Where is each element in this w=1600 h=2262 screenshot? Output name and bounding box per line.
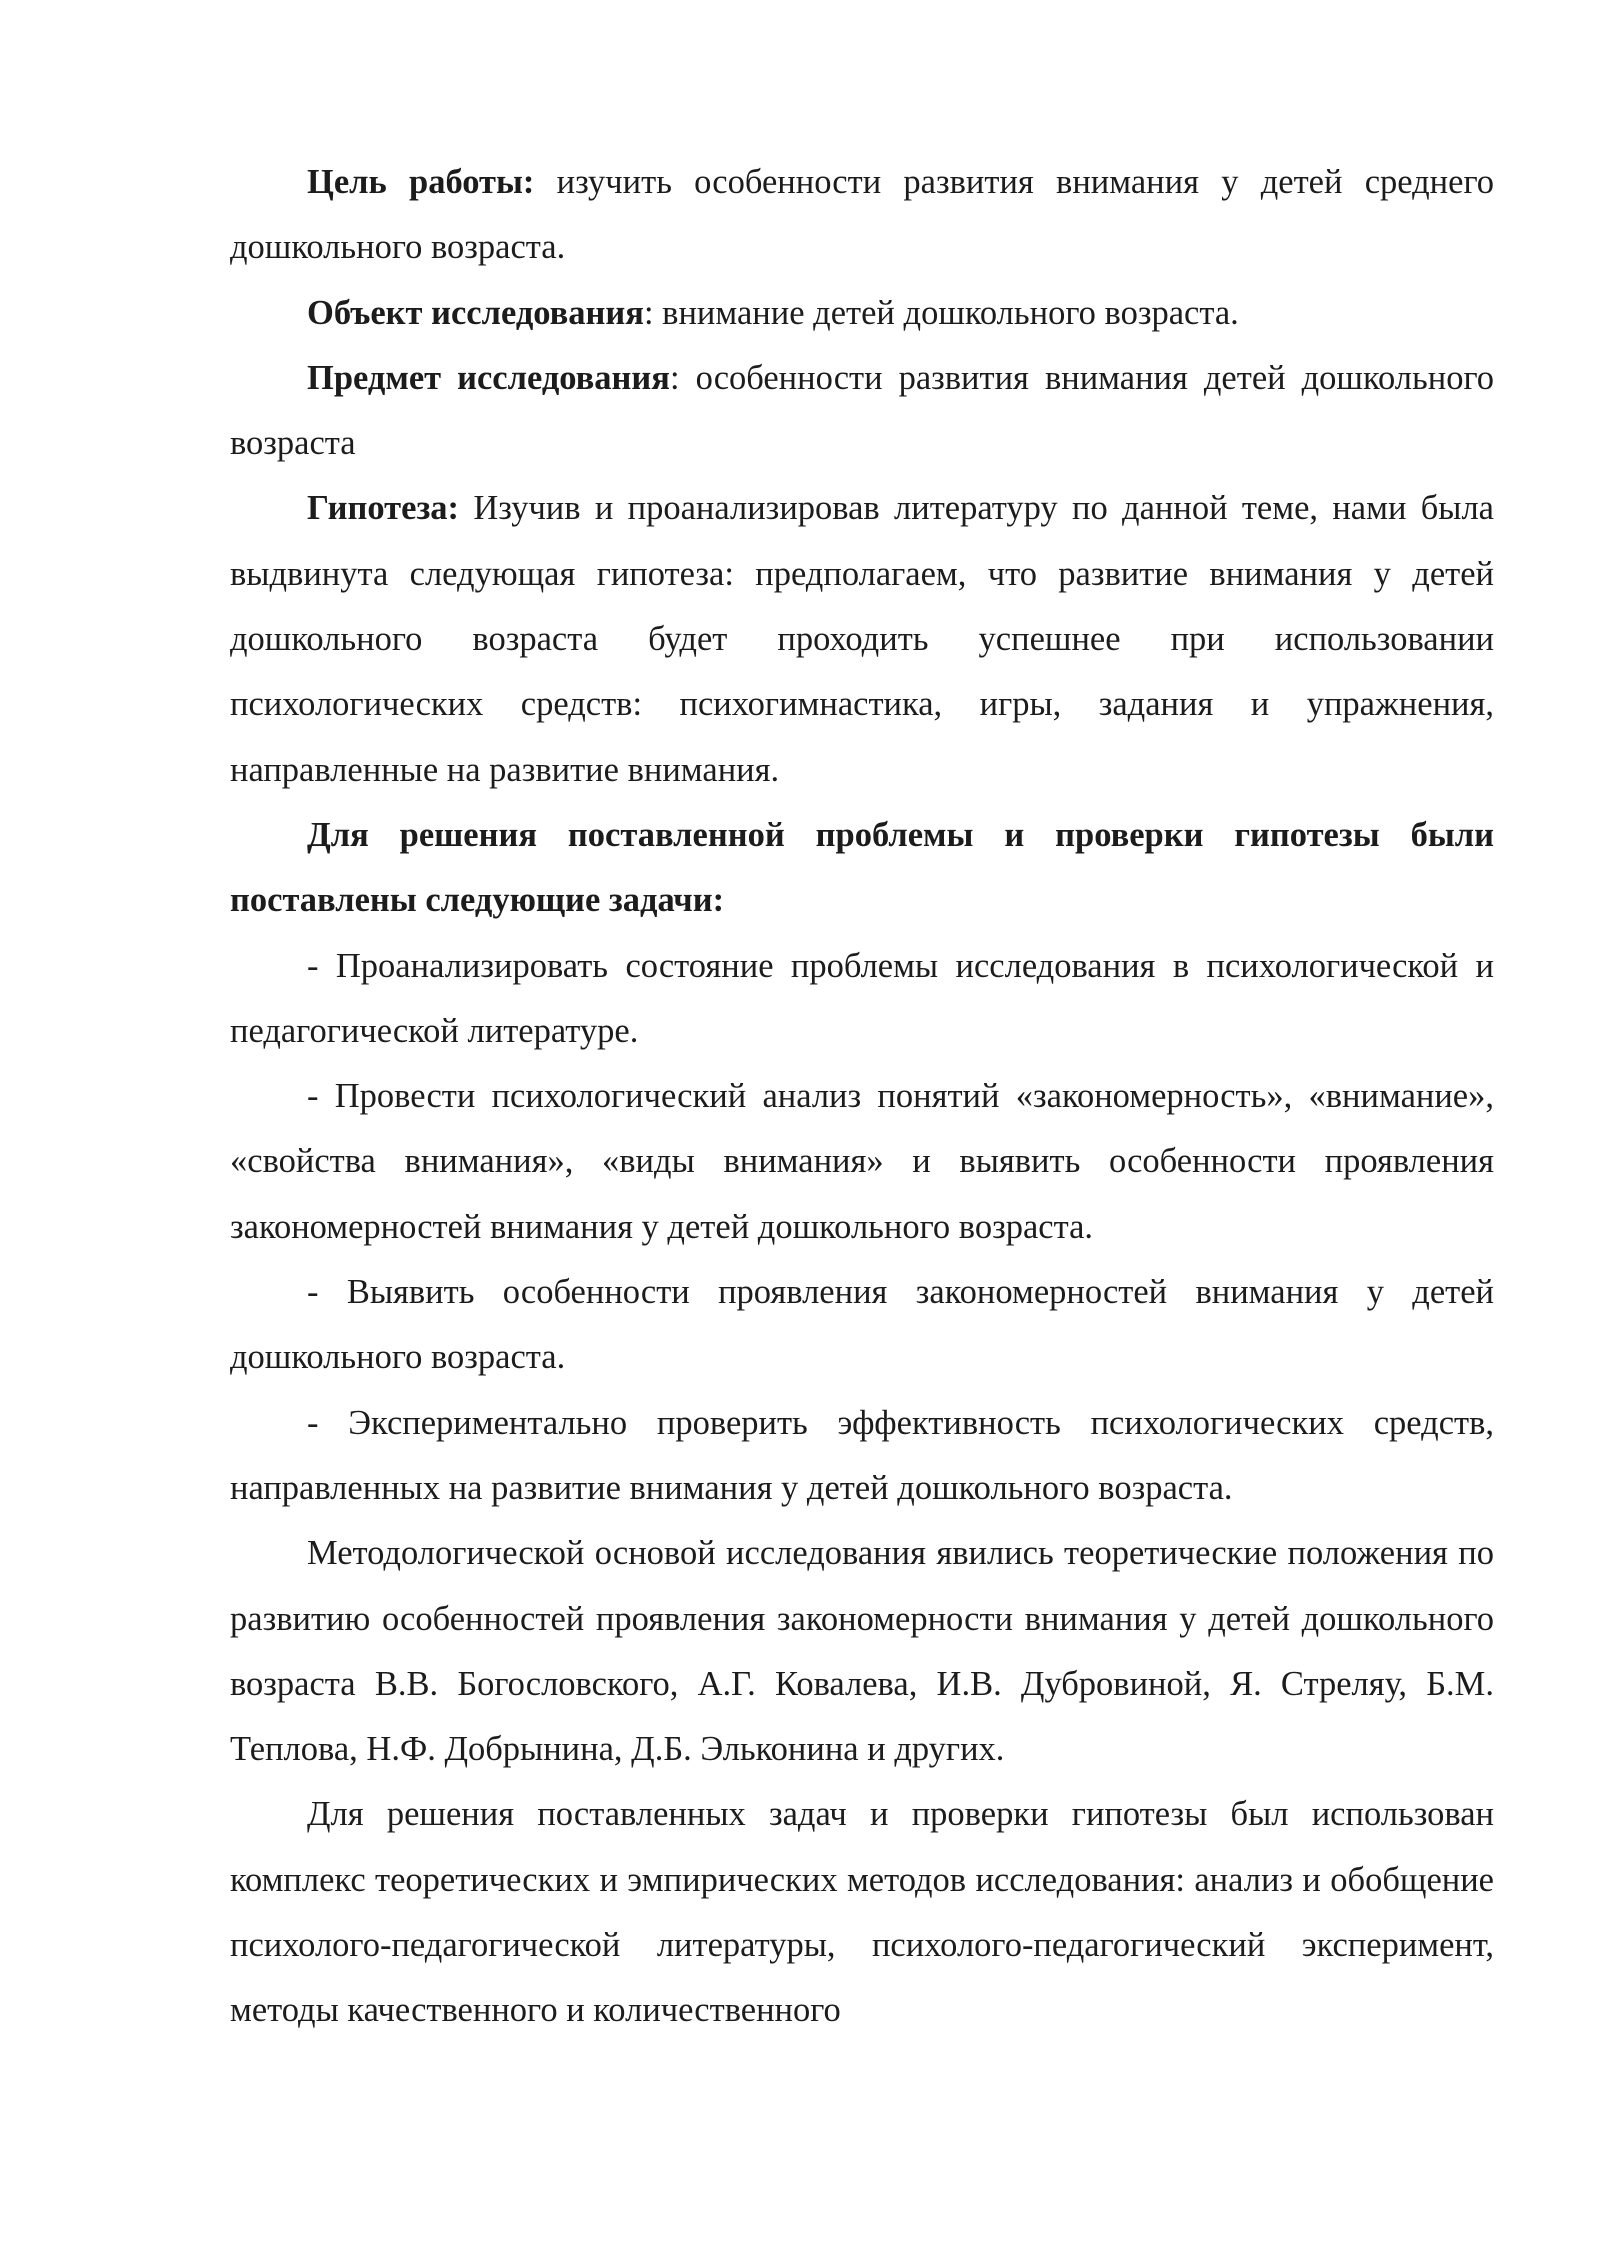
task-item-3: - Выявить особенности проявления закономерностей внимания у детей дошкольного возраста. [230, 1273, 1494, 1377]
hypothesis-paragraph [230, 476, 1494, 802]
object-label: Объект исследования [307, 293, 644, 332]
goal-text: изучить особенности развития внимания у детей среднего дошкольного возраста. [230, 163, 1494, 267]
methods-paragraph: Для решения поставленных задач и проверки гипотезы был использован комплекс теоретических и эмпирических методов исследования: анализ и обобщение психолого-педагогической литературы, психолого-педагогический эксперимент, методы качественного и количественного [230, 1795, 1494, 2030]
hypothesis-text: Изучив и проанализировав литературу по данной теме, нами была выдвинута следующая гипотеза: предполагаем, что развитие внимания у детей дошкольного возраста будет проходить успешнее при использовании психологических средств: психогимнастика, игры, задания и упражнения, направленные на развитие внимания. [230, 489, 1494, 789]
tasks-heading: Для решения поставленной проблемы и проверки гипотезы были поставлены следующие задачи: [230, 815, 1494, 920]
task-item-2: - Провести психологический анализ понятий «закономерность», «внимание», «свойства внимания», «виды внимания» и выявить особенности проявления закономерностей внимания у детей дошкольного возраста. [230, 1077, 1494, 1246]
object-text: : внимание детей дошкольного возраста. [643, 293, 1239, 332]
subject-label: Предмет исследования [307, 358, 670, 397]
subject-paragraph [230, 346, 1494, 477]
hypothesis-label: Гипотеза: [307, 489, 460, 528]
task-item-4: - Экспериментально проверить эффективность психологических средств, направленных на развитие внимания у детей дошкольного возраста. [230, 1403, 1494, 1507]
goal-paragraph [230, 150, 1494, 281]
methodology-paragraph: Методологической основой исследования явились теоретические положения по развитию особенностей проявления закономерности внимания у детей дошкольного возраста В.В. Богословского, А.Г. Ковалева, И.В. Дубровиной, Я. Стреляу, Б.М. Теплова, Н.Ф. Добрынина, Д.Б. Эльконина и других. [230, 1534, 1494, 1769]
subject-text: : особенности развития внимания детей дошкольного возраста [230, 358, 1494, 463]
object-paragraph [230, 281, 1494, 346]
goal-label: Цель работы: [307, 163, 535, 201]
task-item-1: - Проанализировать состояние проблемы исследования в психологической и педагогической литературе. [230, 946, 1494, 1050]
document-page [230, 150, 1494, 2044]
